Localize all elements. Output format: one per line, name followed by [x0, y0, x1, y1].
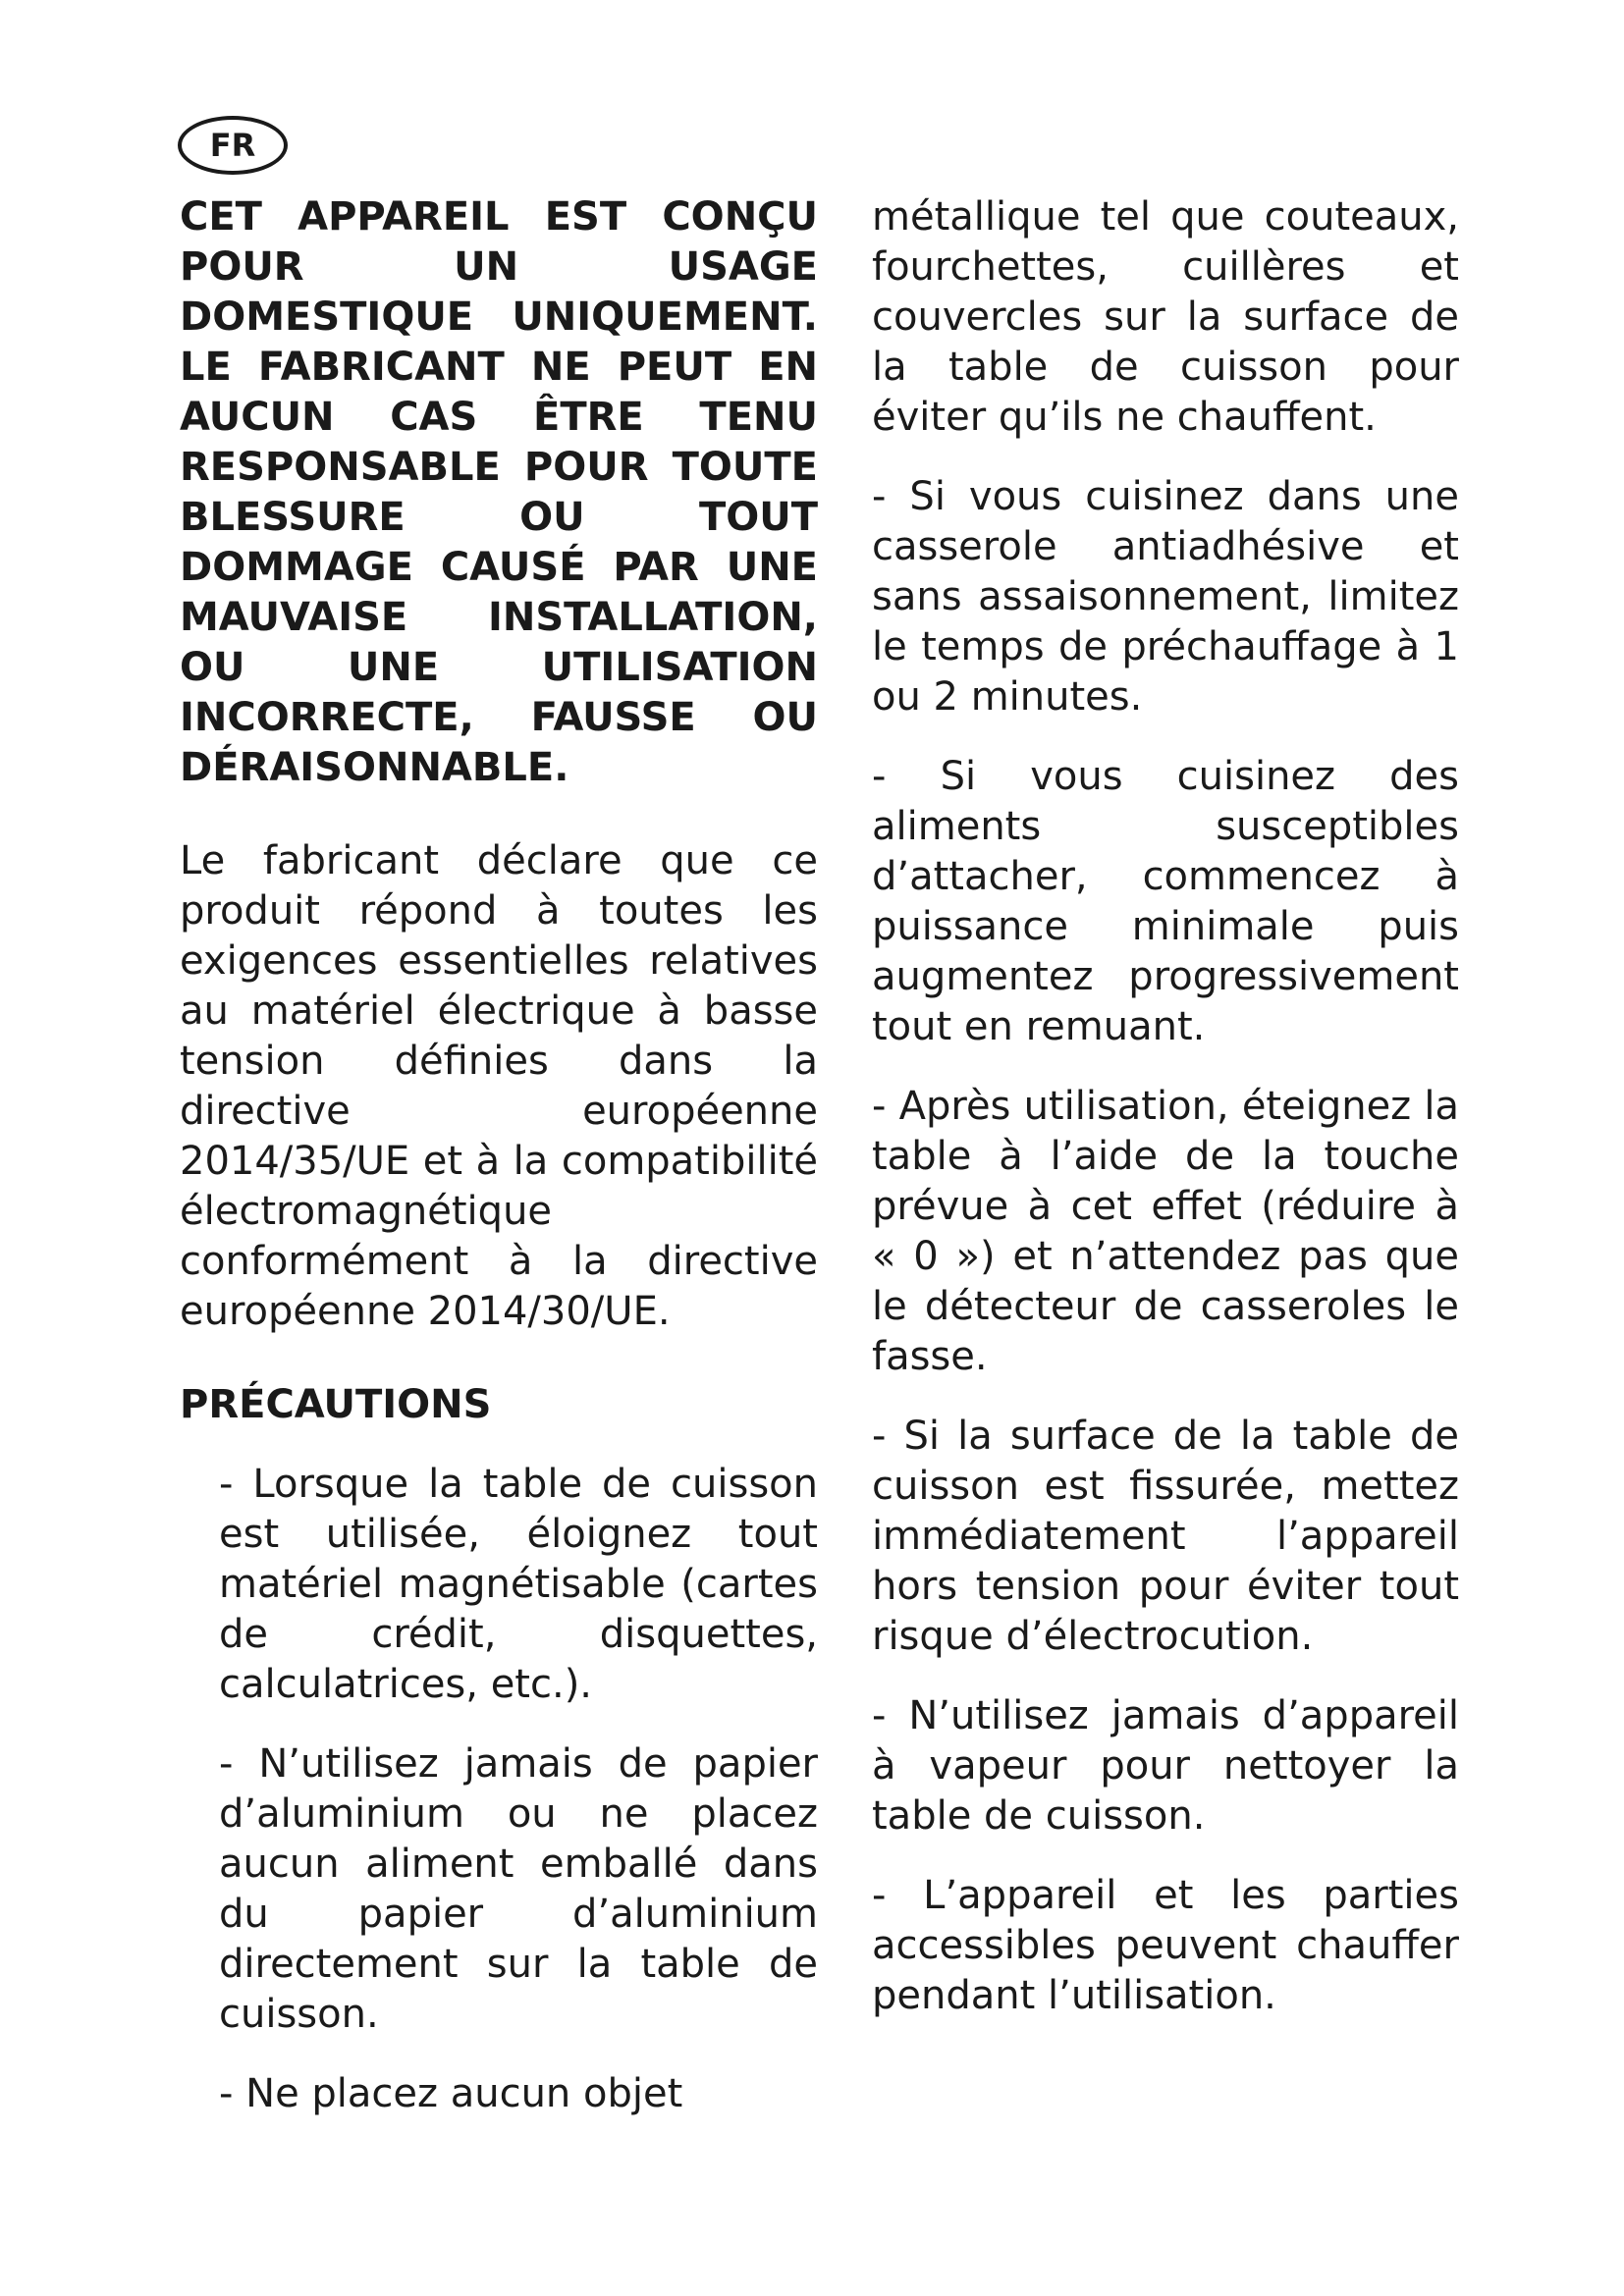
precaution-item: - Si la surface de la table de cuisson est fissurée, mettez immédiatement l’appareil hors tension pour éviter tout risque d’électrocution.: [872, 1414, 1459, 1659]
precaution-item: - N’utilisez jamais d’appareil à vapeur pour nettoyer la table de cuisson.: [872, 1693, 1459, 1839]
left-column: [180, 192, 818, 2119]
precaution-item: - Après utilisation, éteignez la table à l’aide de la touche prévue à cet effet (réduire à « 0 ») et n’attendez pas que le détecteur de casseroles le fasse.: [872, 1084, 1459, 1379]
safety-warning: CET APPAREIL EST CONÇU POUR UN USAGE DOMESTIQUE UNIQUEMENT. LE FABRICANT NE PEUT EN AUCUN CAS ÊTRE TENU RESPONSABLE POUR TOUTE BLESSURE OU TOUT DOMMAGE CAUSÉ PAR UNE MAUVAISE INSTALLATION, OU UNE UTILISATION INCORRECTE, FAUSSE OU DÉRAISONNABLE.: [180, 194, 818, 790]
right-column: [872, 192, 1459, 2021]
precaution-continuation: métallique tel que couteaux, fourchettes, cuillères et couvercles sur la surface de la table de cuisson pour éviter qu’ils ne chauffent.: [872, 194, 1459, 440]
precaution-item: - L’appareil et les parties accessibles peuvent chauffer pendant l’utilisation.: [872, 1873, 1459, 2018]
precaution-item: - Ne placez aucun objet: [219, 2071, 683, 2116]
precaution-item: - Lorsque la table de cuisson est utilisée, éloignez tout matériel magnétisable (cartes de crédit, disquettes, calculatrices, etc.).: [219, 1462, 818, 1707]
precaution-item: - Si vous cuisinez dans une casserole antiadhésive et sans assaisonnement, limitez le temps de préchauffage à 1 ou 2 minutes.: [872, 474, 1459, 720]
precaution-item: - N’utilisez jamais de papier d’aluminium ou ne placez aucun aliment emballé dans du papier d’aluminium directement sur la table de cuisson.: [219, 1741, 818, 2037]
precaution-item: - Si vous cuisinez des aliments susceptibles d’attacher, commencez à puissance minimale puis augmentez progressivement tout en remuant.: [872, 754, 1459, 1049]
conformity-declaration: Le fabricant déclare que ce produit répond à toutes les exigences essentielles relatives au matériel électrique à basse tension définies dans la directive européenne 2014/35/UE et à la compatibilité électromagnétique conformément à la directive européenne 2014/30/UE.: [180, 838, 818, 1334]
precautions-heading: PRÉCAUTIONS: [180, 1382, 492, 1427]
language-badge: FR: [178, 116, 288, 175]
